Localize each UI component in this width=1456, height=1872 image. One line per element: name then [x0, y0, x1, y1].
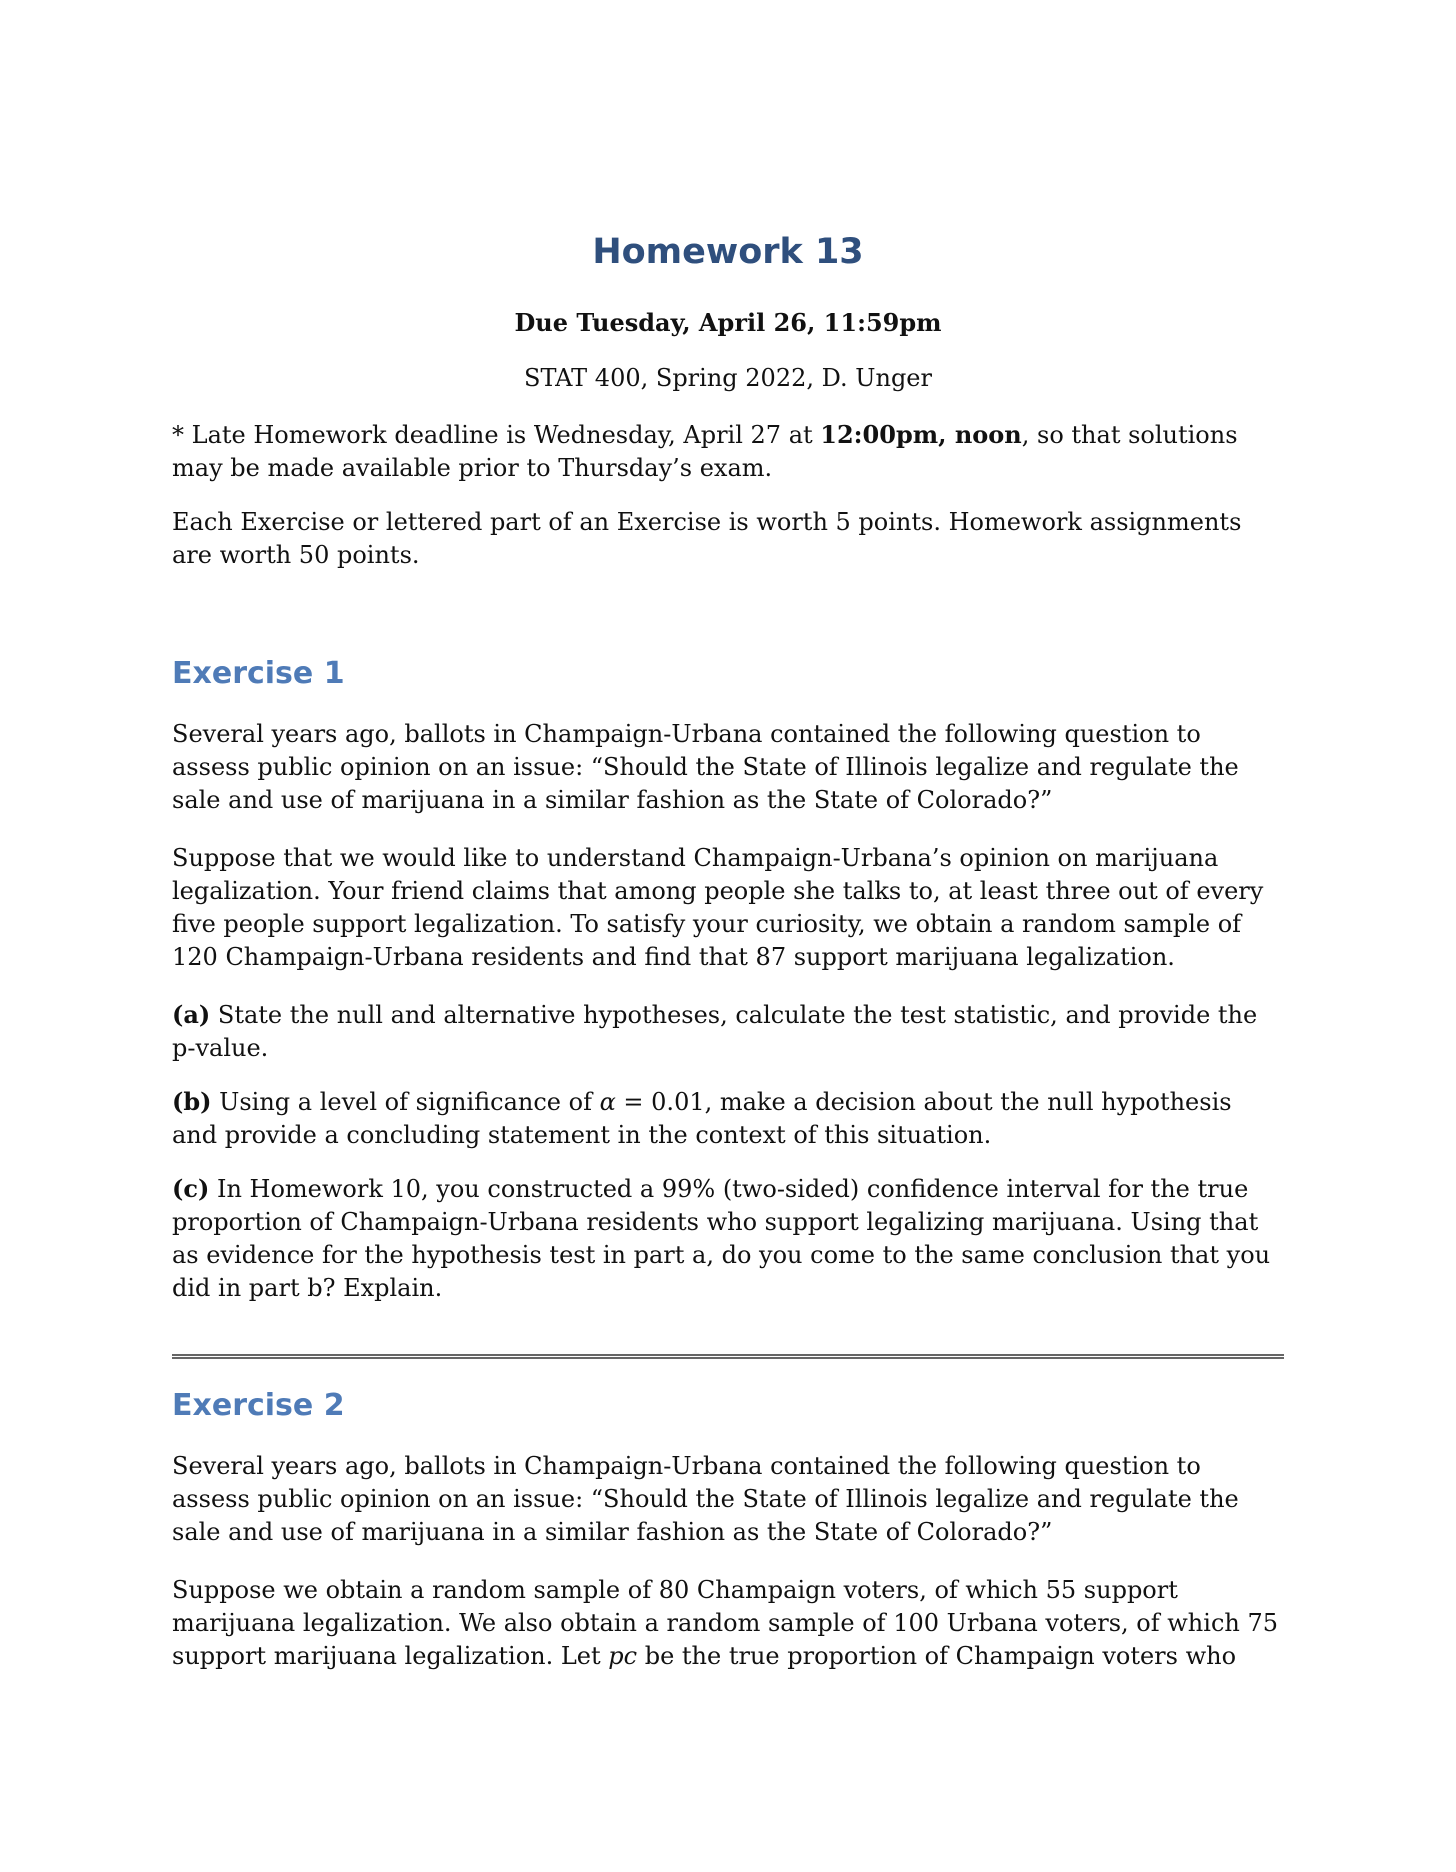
exercise-1-intro: Several years ago, ballots in Champaign-Urbana contained the following question to assess public opinion on an issue: “Should the State of Illinois legalize and regulate the sale and use of marijuana in a similar fashion as the State of Colorado?” [172, 720, 1239, 814]
late-note-bold: 12:00pm, noon [820, 420, 1022, 449]
part-b-label: (b) [172, 1087, 212, 1116]
late-note-prefix: * Late Homework deadline is Wednesday, April 27 at [172, 421, 821, 449]
exercise-1-part-a [172, 998, 1284, 1065]
exercise-1-part-c [172, 1172, 1284, 1305]
part-b-pre: Using a level of significance of [211, 1088, 600, 1116]
exercise-1-scenario: Suppose that we would like to understand Champaign-Urbana’s opinion on marijuana legalization. Your friend claims that among people she talks to, at least three out of every five people support legalization. To satisfy your curiosity, we obtain a random sample of 120 Champaign-Urbana residents and find that 87 support marijuana legalization. [172, 844, 1264, 971]
exercise-2-scenario [172, 1574, 1284, 1673]
section-divider [172, 1354, 1284, 1359]
part-b-post: = 0.01, make a decision about the null hypothesis and provide a concluding statement in the context of this situation. [172, 1088, 1232, 1149]
late-deadline-note [172, 418, 1284, 485]
exercise-2-intro: Several years ago, ballots in Champaign-Urbana contained the following question to assess public opinion on an issue: “Should the State of Illinois legalize and regulate the sale and use of marijuana in a similar fashion as the State of Colorado?” [172, 1452, 1239, 1546]
alpha-symbol: α [599, 1088, 616, 1116]
part-c-text: In Homework 10, you constructed a 99% (two-sided) confidence interval for the true proportion of Champaign-Urbana residents who support legalizing marijuana. Using that as evidence for the hypothesis test in part a, do you come to the same conclusion that you did in part b? Explain. [172, 1175, 1271, 1302]
part-c-label: (c) [172, 1174, 210, 1203]
due-date: Due Tuesday, April 26, 11:59pm [514, 308, 942, 337]
course-info: STAT 400, Spring 2022, D. Unger [524, 364, 932, 392]
points-note: Each Exercise or lettered part of an Exercise is worth 5 points. Homework assignments are worth 50 points. [172, 508, 1242, 569]
part-a-label: (a) [172, 1000, 211, 1029]
exercise-1-heading: Exercise 1 [172, 656, 345, 691]
late-note-suffix: , so that solutions may be made available prior to Thursday’s exam. [172, 421, 1238, 482]
exercise-1-part-b [172, 1085, 1284, 1152]
exercise-2-heading: Exercise 2 [172, 1388, 345, 1423]
pc-symbol: pc [608, 1642, 638, 1670]
exercise-2-scenario-post: be the true proportion of Champaign voters who [637, 1642, 1237, 1670]
page-title: Homework 13 [592, 232, 864, 272]
exercise-2-scenario-pre: Suppose we obtain a random sample of 80 Champaign voters, of which 55 support marijuana legalization. We also obtain a random sample of 100 Urbana voters, of which 75 support marijuana legalization. Let [172, 1576, 1279, 1670]
part-a-text: State the null and alternative hypotheses, calculate the test statistic, and provide the p-value. [172, 1001, 1258, 1062]
